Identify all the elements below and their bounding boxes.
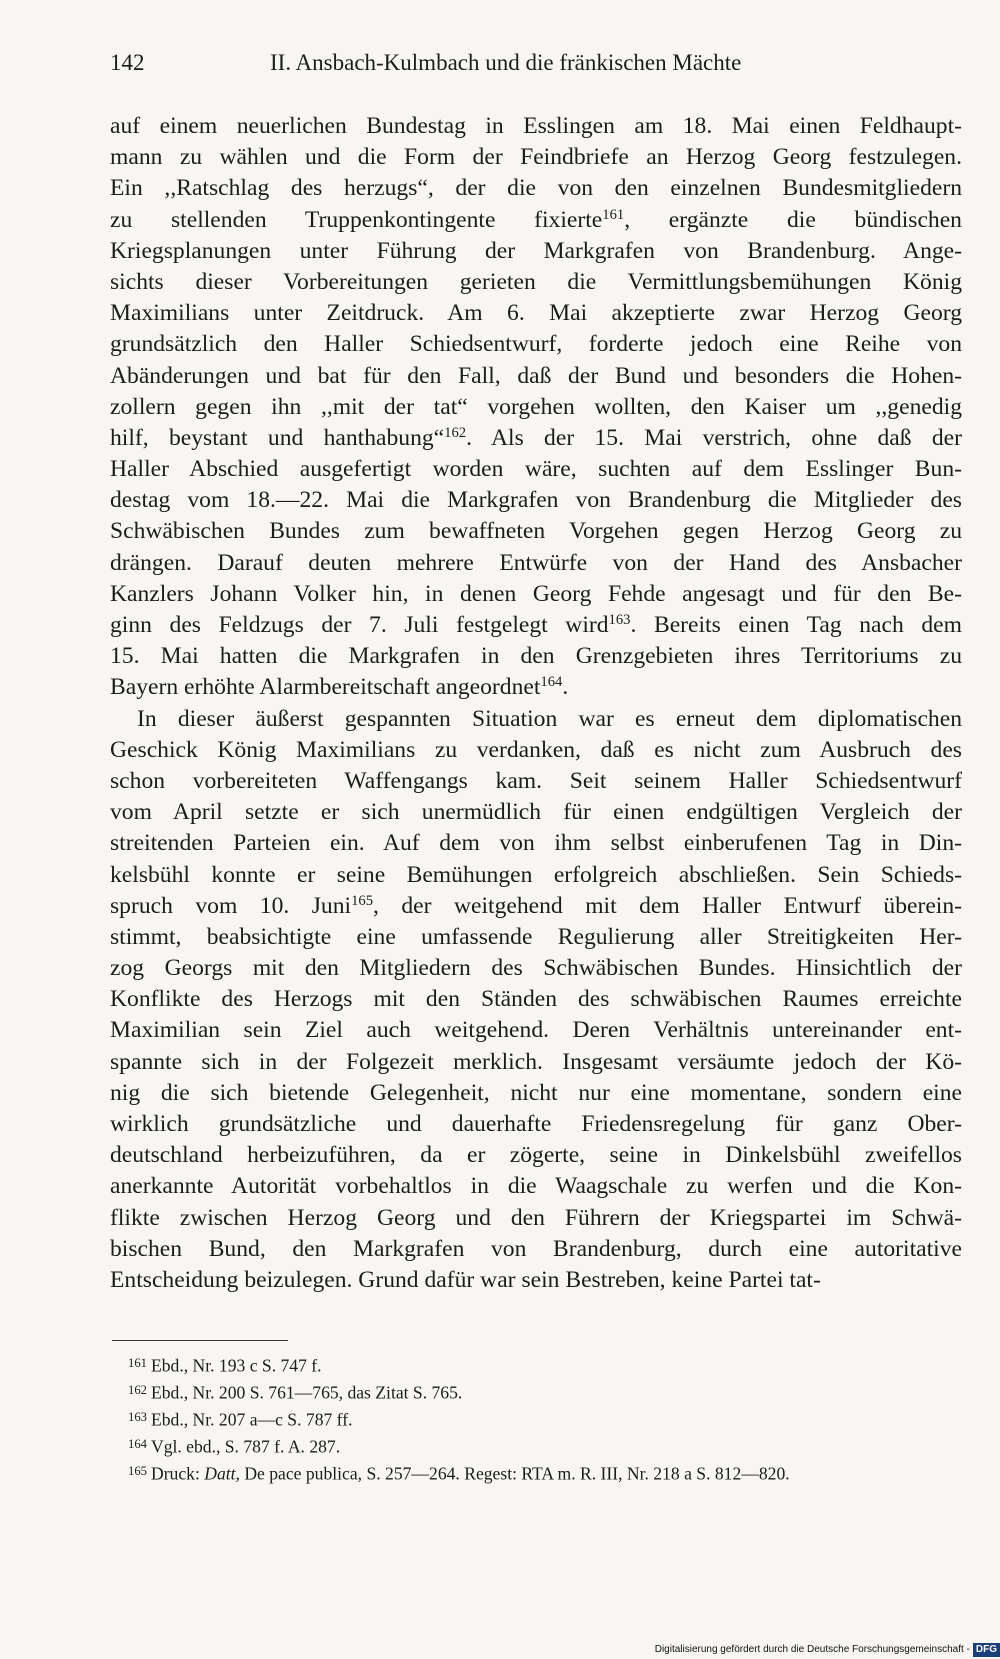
text-line xyxy=(110,953,962,984)
text-segment: Haller Abschied ausgefertigt worden wäre, suchten auf dem Esslinger Bun- xyxy=(110,456,962,483)
text-segment: nig die sich bietende Gelegenheit, nicht nur eine momentane, sondern eine xyxy=(110,1079,962,1106)
footnote-number: 162 xyxy=(128,1383,147,1398)
footnote-author: Datt, xyxy=(204,1463,240,1484)
text-segment: destag vom 18.—22. Mai die Markgrafen von Brandenburg die Mitglieder des xyxy=(110,487,962,514)
footnote xyxy=(110,1405,962,1432)
text-line xyxy=(110,329,962,360)
text-segment: deutschland herbeizuführen, da er zögerte, seine in Dinkelsbühl zweifellos xyxy=(110,1142,962,1169)
footnote-text: Vgl. ebd., S. 787 f. A. 287. xyxy=(150,1436,341,1457)
text-segment: Konflikte des Herzogs mit den Ständen des schwäbischen Raumes erreichte xyxy=(110,986,962,1013)
text-line xyxy=(110,984,962,1015)
text-line xyxy=(110,142,962,173)
footnote-ref: 161 xyxy=(602,206,625,223)
footnote-prefix: Druck: xyxy=(150,1463,205,1484)
text-segment: , der weitgehend mit dem Haller Entwurf überein- xyxy=(373,892,963,919)
dfg-logo: DFG xyxy=(973,1643,1000,1657)
text-segment: zollern gegen ihn ,,mit der tat“ vorgehen wollten, den Kaiser um ,,genedig xyxy=(110,393,962,420)
text-segment: zog Georgs mit den Mitgliedern des Schwäbischen Bundes. Hinsichtlich der xyxy=(110,955,962,982)
text-segment: . Als der 15. Mai verstrich, ohne daß der xyxy=(466,424,962,451)
page-number: 142 xyxy=(110,50,145,75)
footnote-ref: 162 xyxy=(444,424,467,441)
text-segment: Geschick König Maximilians zu verdanken, daß es nicht zum Ausbruch des xyxy=(110,736,962,763)
footnote-ref: 165 xyxy=(351,892,374,909)
text-segment: Schwäbischen Bundes zum bewaffneten Vorgehen gegen Herzog Georg zu xyxy=(110,518,962,545)
footnote-ref: 164 xyxy=(540,674,563,691)
text-segment: Bayern erhöhte Alarmbereitschaft angeordnet xyxy=(110,674,541,701)
text-segment: zu stellenden Truppenkontingente fixierte xyxy=(110,206,603,233)
text-segment: Entscheidung beizulegen. Grund dafür war sein Bestreben, keine Partei tat- xyxy=(110,1266,821,1293)
text-line xyxy=(110,298,962,329)
text-segment: stimmt, beabsichtigte eine umfassende Regulierung aller Streitigkeiten Her- xyxy=(110,923,962,950)
text-segment: anerkannte Autorität vorbehaltlos in die Waagschale zu werfen und die Kon- xyxy=(110,1173,962,1200)
text-segment: Maximilian sein Ziel auch weitgehend. Deren Verhältnis untereinander ent- xyxy=(110,1017,962,1044)
text-line xyxy=(110,173,962,204)
text-line xyxy=(110,516,962,547)
footnote-number: 163 xyxy=(128,1410,147,1425)
text-segment: drängen. Darauf deuten mehrere Entwürfe von der Hand des Ansbacher xyxy=(110,549,962,576)
footnote-text: Ebd., Nr. 200 S. 761—765, das Zitat S. 765. xyxy=(150,1382,463,1403)
text-line xyxy=(110,1140,962,1171)
footnote-number: 165 xyxy=(128,1464,147,1479)
text-line xyxy=(110,704,962,735)
footnote xyxy=(110,1351,962,1378)
text-line xyxy=(110,641,962,672)
text-segment: , ergänzte die bündischen xyxy=(624,206,962,233)
footnote-number: 164 xyxy=(128,1437,147,1452)
text-line xyxy=(110,1203,962,1234)
text-line xyxy=(110,1047,962,1078)
text-segment: . Bereits einen Tag nach dem xyxy=(630,612,962,638)
text-line xyxy=(110,860,962,891)
text-line xyxy=(110,392,962,423)
text-line xyxy=(110,1078,962,1109)
text-segment: streitenden Parteien ein. Auf dem von ihm selbst einberufenen Tag in Din- xyxy=(110,830,962,857)
footnote-text: Ebd., Nr. 193 c S. 747 f. xyxy=(150,1355,322,1376)
text-line xyxy=(110,672,962,703)
footnote-rule xyxy=(112,1340,288,1341)
text-segment: wirklich grundsätzliche und dauerhafte Friedensregelung für ganz Ober- xyxy=(110,1111,962,1137)
text-line xyxy=(110,205,962,236)
text-line xyxy=(110,735,962,766)
text-line xyxy=(110,797,962,828)
footnote-ref: 163 xyxy=(608,611,631,628)
text-segment: sichts dieser Vorbereitungen gerieten die Vermittlungsbemühungen König xyxy=(110,268,962,295)
text-segment: 15. Mai hatten die Markgrafen in den Grenzgebieten ihres Territoriums zu xyxy=(110,643,962,670)
text-segment: hilf, beystant und hanthabung“ xyxy=(110,424,445,451)
text-segment: Ein ,,Ratschlag des herzugs“, der die von den einzelnen Bundesmitgliedern xyxy=(110,175,962,202)
text-segment: spruch vom 10. Juni xyxy=(110,892,352,919)
text-line xyxy=(110,1234,962,1265)
text-line xyxy=(110,610,962,641)
text-segment: mann zu wählen und die Form der Feindbriefe an Herzog Georg festzulegen. xyxy=(110,144,962,171)
footnote-number: 161 xyxy=(128,1356,147,1370)
text-segment: auf einem neuerlichen Bundestag in Esslingen am 18. Mai einen Feldhaupt- xyxy=(110,113,962,139)
text-line xyxy=(110,548,962,579)
text-line xyxy=(110,1109,962,1140)
text-segment: kelsbühl konnte er seine Bemühungen erfolgreich abschließen. Sein Schieds- xyxy=(110,861,962,888)
text-segment: . xyxy=(562,674,569,701)
footnote-text: Ebd., Nr. 207 a—c S. 787 ff. xyxy=(150,1409,353,1430)
text-line xyxy=(110,1171,962,1202)
text-segment: Maximilians unter Zeitdruck. Am 6. Mai akzeptierte zwar Herzog Georg xyxy=(110,300,962,327)
text-line xyxy=(110,828,962,859)
text-line xyxy=(110,485,962,516)
text-segment: In dieser äußerst gespannten Situation war es erneut dem diplomatischen xyxy=(137,705,962,732)
text-segment: flikte zwischen Herzog Georg und den Führern der Kriegspartei im Schwä- xyxy=(110,1204,962,1231)
body-text xyxy=(110,111,962,1296)
text-line xyxy=(110,1015,962,1046)
text-segment: bischen Bund, den Markgrafen von Brandenburg, durch eine autoritative xyxy=(110,1235,962,1262)
text-line xyxy=(110,891,962,922)
text-line xyxy=(110,922,962,953)
text-line xyxy=(110,236,962,267)
text-segment: vom April setzte er sich unermüdlich für einen endgültigen Vergleich der xyxy=(110,799,962,826)
footnote xyxy=(110,1459,962,1486)
text-segment: spannte sich in der Folgezeit merklich. Insgesamt versäumte jedoch der Kö- xyxy=(110,1048,962,1075)
text-line xyxy=(110,454,962,485)
text-line xyxy=(110,267,962,298)
footnote xyxy=(110,1432,962,1459)
text-line xyxy=(110,111,962,142)
text-segment: Kriegsplanungen unter Führung der Markgrafen von Brandenburg. Ange- xyxy=(110,237,962,264)
text-line xyxy=(110,579,962,610)
text-segment: grundsätzlich den Haller Schiedsentwurf, forderte jedoch eine Reihe von xyxy=(110,331,962,358)
running-title: II. Ansbach-Kulmbach und die fränkischen Mächte xyxy=(270,50,742,75)
text-segment: Abänderungen und bat für den Fall, daß der Bund und besonders die Hohen- xyxy=(110,362,962,389)
text-segment: ginn des Feldzugs der 7. Juli festgelegt wird xyxy=(110,612,609,638)
text-line xyxy=(110,361,962,392)
text-segment: Kanzlers Johann Volker hin, in denen Georg Fehde angesagt und für den Be- xyxy=(110,580,962,607)
text-line xyxy=(110,423,962,454)
text-segment: schon vorbereiteten Waffengangs kam. Seit seinem Haller Schiedsentwurf xyxy=(110,767,962,794)
footnote-text: De pace publica, S. 257—264. Regest: RTA m. R. III, Nr. 218 a S. 812—820. xyxy=(239,1463,790,1484)
footnote xyxy=(110,1378,962,1405)
digitization-note xyxy=(600,1643,1000,1657)
footnotes xyxy=(110,1351,962,1486)
text-line xyxy=(110,766,962,797)
digitization-text: Digitalisierung gefördert durch die Deutsche Forschungsgemeinschaft - xyxy=(654,1644,970,1655)
text-line xyxy=(110,1265,962,1296)
